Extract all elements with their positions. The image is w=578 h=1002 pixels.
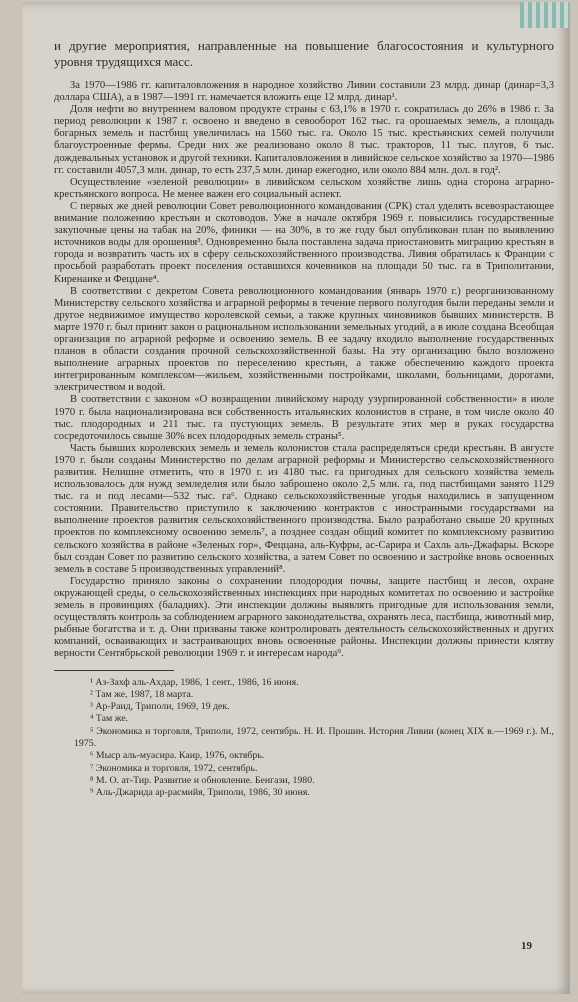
paragraph-3: Осуществление «зеленой революции» в ливийском сельском хозяйстве лишь одна сторона аграрно-крестьянского вопроса. Не менее важен его социальный аспект. [54, 176, 554, 200]
footnote-4: ⁴ Там же. [90, 713, 129, 725]
footnote-3: ³ Ар-Раид, Триполи, 1969, 19 дек. [90, 701, 230, 713]
footnote-1: ¹ Аз-Захф аль-Ахдар, 1986, 1 сент., 1986, 16 июня. [90, 676, 299, 688]
fabric-corner [520, 2, 570, 28]
book-page [22, 2, 570, 994]
footnote-6: ⁶ Мыср аль-муасира. Каир, 1976, октябрь. [90, 750, 265, 762]
footnote-divider [54, 670, 174, 671]
paragraph-0: и другие мероприятия, направленные на повышение благосостояния и культурного уровня трудящихся масс. [54, 38, 554, 69]
footnote-8: ⁸ М. О. ат-Тир. Развитие и обновление. Бенгази, 1980. [90, 774, 315, 786]
paragraph-4: С первых же дней революции Совет революционного командования (СРК) стал уделять всевозрастающее внимание положению крестьян и скотоводов. Уже в начале октября 1969 г. повысились государственные закупочные цены на табак на 20%, финики — на 30%, в то же году был опубликован план по выявлению источников воды для орошения³. Одновременно была поставлена задача приостановить миграцию крестьян в города и возвратить часть их в сферу сельскохозяйственного производства. Ливия обратилась к Франции с просьбой разработать проект поселения оставшихся кочевников на площади 50 тыс. га в Триполитании, Киренаике и Феццане⁴. [54, 200, 554, 285]
paragraph-8: Государство приняло законы о сохранении плодородия почвы, защите пастбищ и лесов, охране окружающей среды, о сельскохозяйственных инспекциях при народных комитетах по освоению и застройке земель в провинциях (баладиях). Эти инспекции должны выявлять пригодные для использования земли, осуществлять контроль за соблюдением аграрного законодательства, охранять леса, пастбища, животный мир, рыбные богатства и т. д. Они призваны также контролировать деятельность сельскохозяйственных и других компаний, осваивающих и застраивающих вновь освоенные районы. Инспекции должны принести клятву верности Сентябрьской революции 1969 г. и интересам народа⁹. [54, 575, 554, 660]
paragraph-2: Доля нефти во внутреннем валовом продукте страны с 63,1% в 1970 г. сократилась до 26% в 1986 г. За период революции к 1987 г. освоено и введено в севооборот 162 тыс. га орошаемых земель, а площадь богарных земель и пастбищ увеличилась на 1560 тыс. га. Около 15 тыс. крестьянских семей получили благоустроенные фермы. Среди них же реализовано около 8 тыс. тракторов, 11 тыс. плугов, 6 тыс. дождевальных установок и другой техники. Капиталовложения в ливийское сельское хозяйство за 1970—1986 гг. составили 4057,3 млн. динар, то есть 237,5 млн. динар ежегодно, или около 884 млн. дол. в год². [54, 104, 554, 176]
page-number: 19 [521, 940, 532, 952]
paragraph-5: В соответствии с декретом Совета революционного командования (январь 1970 г.) реорганизованному Министерству сельского хозяйства и аграрной реформы в течение первого полугодия были переданы земли и другое недвижимое имущество королевской семьи, а также крупных чиновников бывших министерств. В марте 1970 г. был принят закон о рациональном использовании земельных угодий, а в июле создана Всеобщая организация по аграрной реформе и освоению земель. В ее задачу входило выполнение государственных планов в области создания прочной сельскохозяйственной базы. На эту организацию было возложено выполнение аграрных проектов по переселению крестьян, а также обеспечению каждого проекта интегрированным комплексом—жильем, хозяйственными постройками, школами, больницами, дорогами, электричеством и водой. [54, 285, 554, 394]
footnote-9: ⁹ Аль-Джарида ар-расмийя, Триполи, 1986, 30 июня. [90, 787, 310, 799]
footnote-2: ² Там же, 1987, 18 марта. [90, 688, 194, 700]
paragraph-7: Часть бывших королевских земель и земель колонистов стала распределяться среди крестьян. В августе 1970 г. были созданы Министерство по делам аграрной реформы и Министерство сельскохозяйственного развития. Нелишне отметить, что в 1970 г. из 4180 тыс. га пригодных для сельского хозяйства земель использовалось для нужд земледелия или было заброшено около 2,5 млн. га, под пастбищами занято 1129 тыс. га и под лесами—532 тыс. га⁶. Однако сельскохозяйственные угодья находились в запущенном состоянии. Правительство приступило к заключению контрактов с иностранными государствами на выполнение проектов развития сельскохозяйственного производства. Было разработано свыше 20 крупных проектов по комплексному освоению земель⁷, а позднее создан общий комитет по комплексному развитию сельского хозяйства в районе «Зеленых гор», Феццана, аль-Куфры, ас-Сарира и Сахль аль-Джафары. Вскоре был создан Совет по развитию сельского хозяйства, а затем Совет по освоению и застройке вновь освоенных земель в составе 5 производственных управлений⁸. [54, 442, 554, 575]
page-content [54, 38, 554, 799]
paragraph-1: За 1970—1986 гг. капиталовложения в народное хозяйство Ливии составили 23 млрд. динар (динар=3,3 доллара США), а в 1987—1991 гг. намечается вложить еще 12 млрд. динар¹. [54, 80, 554, 104]
footnote-5: ⁵ Экономика и торговля, Триполи, 1972, сентябрь. Н. И. Прошин. История Ливии (конец XIX в.—1969 г.). М., 1975. [74, 725, 554, 749]
paragraph-6: В соответствии с законом «О возвращении ливийскому народу узурпированной собственности» в июле 1970 г. была национализирована вся собственность итальянских колонистов в стране, в том числе около 40 тыс. плодородных и 211 тыс. га пустующих земель. В результате этих мер в руках государства сосредоточилось свыше 30% всех плодородных земель страны⁵. [54, 394, 554, 442]
footnote-7: ⁷ Экономика и торговля, 1972, сентябрь. [90, 762, 258, 774]
